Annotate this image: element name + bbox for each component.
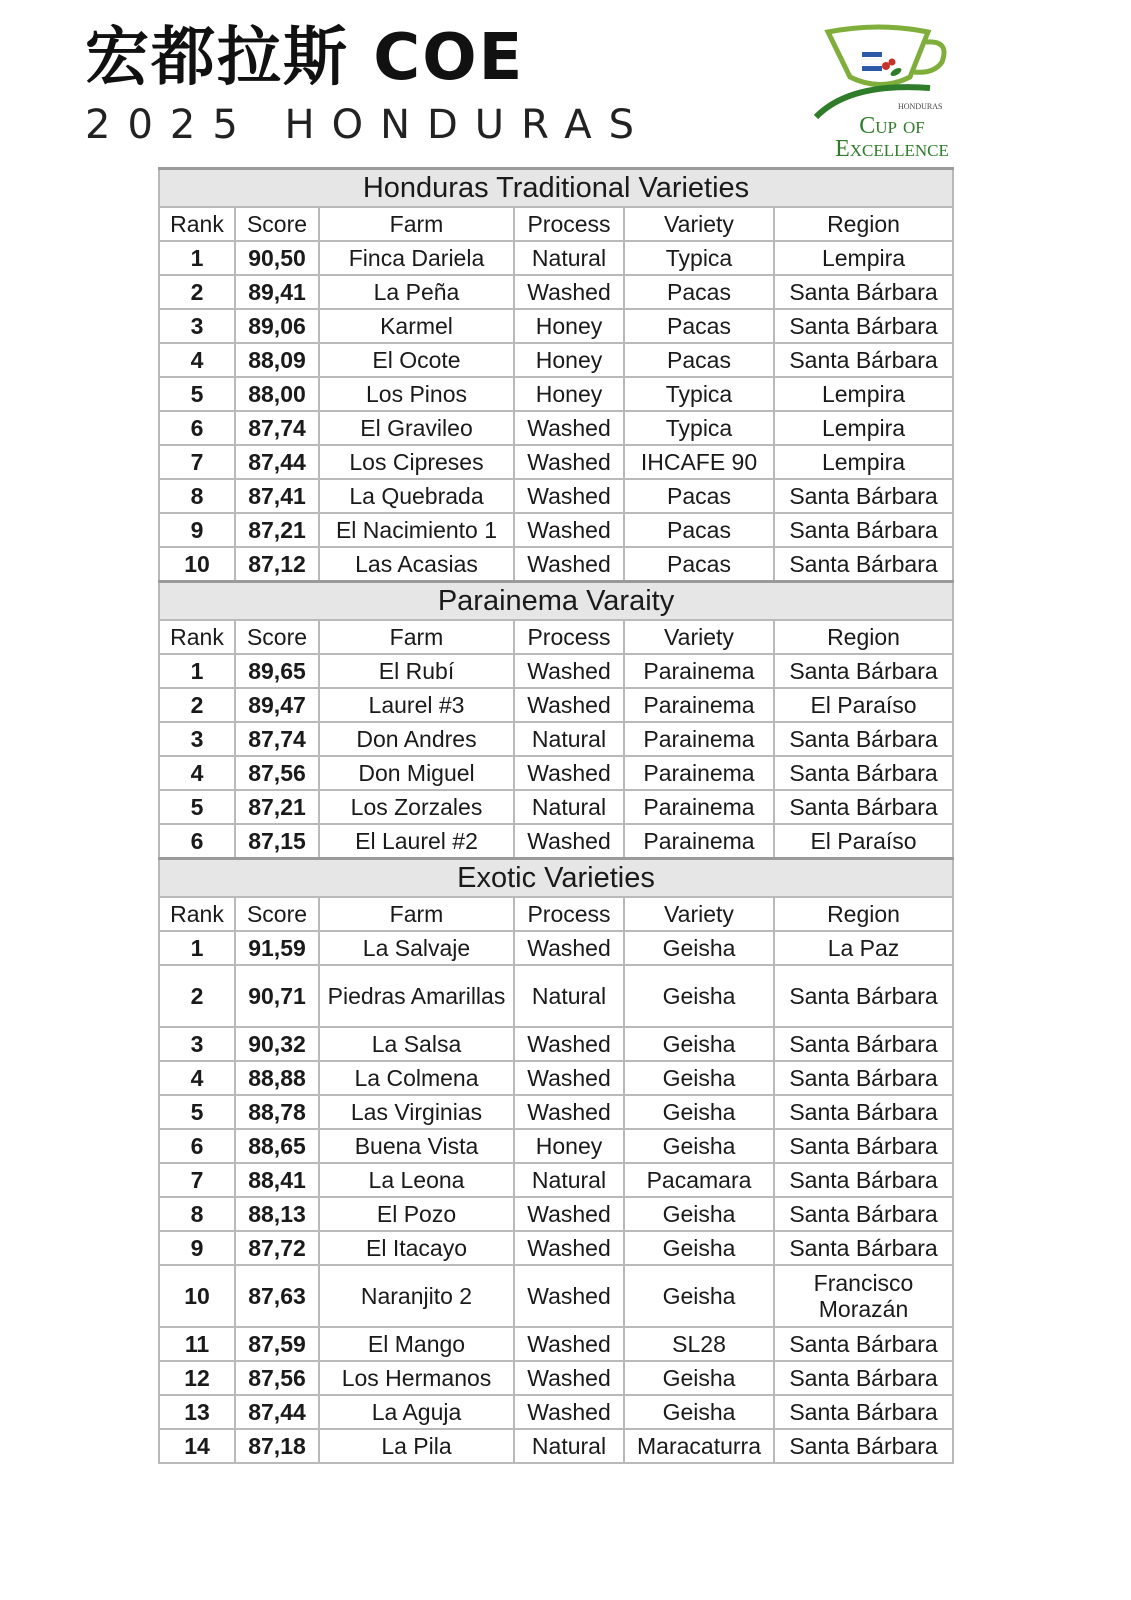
cell-score: 89,41 xyxy=(235,275,319,309)
cell-rank: 5 xyxy=(159,377,235,411)
cell-score: 87,59 xyxy=(235,1327,319,1361)
cell-rank: 4 xyxy=(159,1061,235,1095)
table-row xyxy=(159,1327,953,1361)
cell-farm: Don Miguel xyxy=(319,756,514,790)
cell-farm: Karmel xyxy=(319,309,514,343)
cell-rank: 9 xyxy=(159,1231,235,1265)
cell-farm: Laurel #3 xyxy=(319,688,514,722)
cell-process: Washed xyxy=(514,1361,624,1395)
cell-region: Santa Bárbara xyxy=(774,547,953,582)
cell-score: 88,88 xyxy=(235,1061,319,1095)
cell-rank: 6 xyxy=(159,824,235,859)
cell-rank: 4 xyxy=(159,343,235,377)
cell-variety: Pacas xyxy=(624,547,774,582)
cell-score: 89,65 xyxy=(235,654,319,688)
cell-process: Washed xyxy=(514,445,624,479)
cell-region: Santa Bárbara xyxy=(774,1061,953,1095)
cell-farm: Los Zorzales xyxy=(319,790,514,824)
cell-region: Lempira xyxy=(774,411,953,445)
table-row xyxy=(159,1027,953,1061)
cell-farm: Los Hermanos xyxy=(319,1361,514,1395)
cell-region: Santa Bárbara xyxy=(774,343,953,377)
cell-rank: 13 xyxy=(159,1395,235,1429)
cell-region: Santa Bárbara xyxy=(774,756,953,790)
cell-rank: 14 xyxy=(159,1429,235,1463)
cell-process: Washed xyxy=(514,1027,624,1061)
cell-score: 87,21 xyxy=(235,513,319,547)
cell-region: Santa Bárbara xyxy=(774,722,953,756)
cell-process: Washed xyxy=(514,1395,624,1429)
cell-rank: 9 xyxy=(159,513,235,547)
cell-score: 89,06 xyxy=(235,309,319,343)
table-row xyxy=(159,411,953,445)
cell-region: Santa Bárbara xyxy=(774,654,953,688)
cell-variety: Geisha xyxy=(624,1395,774,1429)
table-row xyxy=(159,965,953,1027)
column-header: Farm xyxy=(319,620,514,654)
cell-rank: 1 xyxy=(159,241,235,275)
cell-process: Washed xyxy=(514,1061,624,1095)
cell-process: Natural xyxy=(514,722,624,756)
cell-region: El Paraíso xyxy=(774,824,953,859)
cell-region: Santa Bárbara xyxy=(774,790,953,824)
cell-process: Natural xyxy=(514,1429,624,1463)
cell-variety: Pacas xyxy=(624,513,774,547)
cell-farm: El Laurel #2 xyxy=(319,824,514,859)
cell-variety: Parainema xyxy=(624,654,774,688)
table-row xyxy=(159,931,953,965)
column-header: Farm xyxy=(319,207,514,241)
cell-rank: 5 xyxy=(159,790,235,824)
column-header: Score xyxy=(235,897,319,931)
cell-farm: Finca Dariela xyxy=(319,241,514,275)
cell-region: Santa Bárbara xyxy=(774,1395,953,1429)
table-row xyxy=(159,1163,953,1197)
page-subtitle: 2025 HONDURAS xyxy=(85,102,651,148)
cell-region: Lempira xyxy=(774,377,953,411)
cell-region: Lempira xyxy=(774,241,953,275)
cell-farm: La Colmena xyxy=(319,1061,514,1095)
column-header-row xyxy=(159,620,953,654)
cell-farm: La Pila xyxy=(319,1429,514,1463)
cell-score: 89,47 xyxy=(235,688,319,722)
table-row xyxy=(159,343,953,377)
cell-score: 88,09 xyxy=(235,343,319,377)
cell-region: Francisco Morazán xyxy=(774,1265,953,1327)
cell-farm: El Ocote xyxy=(319,343,514,377)
table-row xyxy=(159,654,953,688)
cell-process: Honey xyxy=(514,343,624,377)
cell-variety: Typica xyxy=(624,377,774,411)
section-header xyxy=(159,169,953,208)
cup-of-excellence-logo xyxy=(790,22,990,172)
cell-region: El Paraíso xyxy=(774,688,953,722)
cell-rank: 5 xyxy=(159,1095,235,1129)
table-row xyxy=(159,309,953,343)
cell-process: Washed xyxy=(514,688,624,722)
cell-score: 87,18 xyxy=(235,1429,319,1463)
cell-process: Washed xyxy=(514,411,624,445)
cell-variety: Parainema xyxy=(624,688,774,722)
cell-score: 87,74 xyxy=(235,722,319,756)
cell-process: Natural xyxy=(514,241,624,275)
cell-rank: 8 xyxy=(159,479,235,513)
cell-process: Washed xyxy=(514,479,624,513)
cell-score: 88,78 xyxy=(235,1095,319,1129)
cell-region: Santa Bárbara xyxy=(774,1197,953,1231)
cell-farm: Don Andres xyxy=(319,722,514,756)
table-row xyxy=(159,1361,953,1395)
cell-rank: 3 xyxy=(159,1027,235,1061)
table-row xyxy=(159,722,953,756)
table-row xyxy=(159,1129,953,1163)
cell-region: Santa Bárbara xyxy=(774,1095,953,1129)
cell-variety: Pacas xyxy=(624,275,774,309)
logo-country: HONDURAS xyxy=(898,102,943,111)
cell-rank: 3 xyxy=(159,309,235,343)
column-header: Process xyxy=(514,207,624,241)
cell-region: Santa Bárbara xyxy=(774,275,953,309)
cell-variety: Pacamara xyxy=(624,1163,774,1197)
cell-process: Honey xyxy=(514,1129,624,1163)
logo-line1: Cup of xyxy=(859,113,925,139)
cell-variety: Geisha xyxy=(624,1231,774,1265)
cell-farm: Los Pinos xyxy=(319,377,514,411)
section-title: Honduras Traditional Varieties xyxy=(159,169,953,208)
cell-variety: Parainema xyxy=(624,722,774,756)
column-header: Score xyxy=(235,207,319,241)
cell-rank: 2 xyxy=(159,275,235,309)
cell-variety: Geisha xyxy=(624,1061,774,1095)
column-header: Rank xyxy=(159,897,235,931)
table-row xyxy=(159,688,953,722)
cell-score: 90,50 xyxy=(235,241,319,275)
cell-score: 87,56 xyxy=(235,1361,319,1395)
cell-variety: Typica xyxy=(624,411,774,445)
cell-farm: El Rubí xyxy=(319,654,514,688)
cell-region: Santa Bárbara xyxy=(774,1361,953,1395)
cell-farm: Las Acasias xyxy=(319,547,514,582)
cell-process: Natural xyxy=(514,1163,624,1197)
table-row xyxy=(159,790,953,824)
column-header: Variety xyxy=(624,897,774,931)
column-header-row xyxy=(159,897,953,931)
section-header xyxy=(159,859,953,898)
cell-process: Natural xyxy=(514,790,624,824)
cell-score: 87,15 xyxy=(235,824,319,859)
table-row xyxy=(159,547,953,582)
section-header xyxy=(159,582,953,621)
cell-variety: Geisha xyxy=(624,931,774,965)
cell-variety: Parainema xyxy=(624,756,774,790)
table-row xyxy=(159,513,953,547)
cell-variety: Geisha xyxy=(624,1095,774,1129)
table-row xyxy=(159,756,953,790)
cell-farm: La Leona xyxy=(319,1163,514,1197)
cell-process: Washed xyxy=(514,547,624,582)
cell-rank: 1 xyxy=(159,654,235,688)
cell-rank: 7 xyxy=(159,1163,235,1197)
cell-region: Santa Bárbara xyxy=(774,1163,953,1197)
table-row xyxy=(159,275,953,309)
column-header-row xyxy=(159,207,953,241)
column-header: Process xyxy=(514,897,624,931)
column-header: Region xyxy=(774,207,953,241)
cell-rank: 6 xyxy=(159,411,235,445)
cell-process: Washed xyxy=(514,1095,624,1129)
cell-variety: Pacas xyxy=(624,309,774,343)
cell-farm: El Mango xyxy=(319,1327,514,1361)
column-header: Variety xyxy=(624,620,774,654)
table-row xyxy=(159,1197,953,1231)
cell-variety: IHCAFE 90 xyxy=(624,445,774,479)
table-row xyxy=(159,445,953,479)
cell-variety: Pacas xyxy=(624,479,774,513)
cell-farm: Naranjito 2 xyxy=(319,1265,514,1327)
table-row xyxy=(159,1395,953,1429)
table-row xyxy=(159,1095,953,1129)
cell-score: 90,71 xyxy=(235,965,319,1027)
cell-score: 87,21 xyxy=(235,790,319,824)
cell-score: 87,44 xyxy=(235,1395,319,1429)
cell-rank: 6 xyxy=(159,1129,235,1163)
section-title: Exotic Varieties xyxy=(159,859,953,898)
table-row xyxy=(159,1429,953,1463)
cell-process: Washed xyxy=(514,1265,624,1327)
table-row xyxy=(159,1265,953,1327)
page-title: 宏都拉斯 COE xyxy=(85,21,525,95)
cell-score: 88,41 xyxy=(235,1163,319,1197)
cell-region: La Paz xyxy=(774,931,953,965)
cell-farm: Las Virginias xyxy=(319,1095,514,1129)
table-row xyxy=(159,1231,953,1265)
cell-variety: Geisha xyxy=(624,1197,774,1231)
cell-process: Natural xyxy=(514,965,624,1027)
cell-region: Lempira xyxy=(774,445,953,479)
cell-farm: El Nacimiento 1 xyxy=(319,513,514,547)
cell-score: 90,32 xyxy=(235,1027,319,1061)
cell-process: Washed xyxy=(514,275,624,309)
cell-process: Washed xyxy=(514,654,624,688)
table-row xyxy=(159,479,953,513)
cell-score: 87,72 xyxy=(235,1231,319,1265)
cell-rank: 2 xyxy=(159,965,235,1027)
cell-variety: Parainema xyxy=(624,824,774,859)
cell-score: 87,12 xyxy=(235,547,319,582)
column-header: Rank xyxy=(159,207,235,241)
cell-rank: 1 xyxy=(159,931,235,965)
cell-region: Santa Bárbara xyxy=(774,1327,953,1361)
cell-process: Washed xyxy=(514,824,624,859)
cell-process: Washed xyxy=(514,1327,624,1361)
cell-variety: Geisha xyxy=(624,1361,774,1395)
cell-score: 88,00 xyxy=(235,377,319,411)
cell-farm: La Peña xyxy=(319,275,514,309)
cell-region: Santa Bárbara xyxy=(774,1231,953,1265)
cell-region: Santa Bárbara xyxy=(774,1129,953,1163)
cell-region: Santa Bárbara xyxy=(774,479,953,513)
cell-farm: Buena Vista xyxy=(319,1129,514,1163)
cell-rank: 7 xyxy=(159,445,235,479)
cell-variety: Geisha xyxy=(624,1027,774,1061)
cell-score: 87,63 xyxy=(235,1265,319,1327)
cell-score: 87,56 xyxy=(235,756,319,790)
cell-farm: La Salvaje xyxy=(319,931,514,965)
cell-rank: 8 xyxy=(159,1197,235,1231)
cell-variety: Pacas xyxy=(624,343,774,377)
table-row xyxy=(159,241,953,275)
cell-process: Honey xyxy=(514,377,624,411)
cell-farm: La Quebrada xyxy=(319,479,514,513)
cell-region: Santa Bárbara xyxy=(774,1429,953,1463)
cell-region: Santa Bárbara xyxy=(774,965,953,1027)
cell-farm: El Gravileo xyxy=(319,411,514,445)
cell-farm: El Pozo xyxy=(319,1197,514,1231)
cell-region: Santa Bárbara xyxy=(774,309,953,343)
cell-variety: Parainema xyxy=(624,790,774,824)
cell-process: Washed xyxy=(514,1197,624,1231)
cell-rank: 10 xyxy=(159,1265,235,1327)
cell-process: Washed xyxy=(514,756,624,790)
cell-rank: 4 xyxy=(159,756,235,790)
cell-farm: Los Cipreses xyxy=(319,445,514,479)
cell-farm: La Salsa xyxy=(319,1027,514,1061)
column-header: Score xyxy=(235,620,319,654)
cell-farm: Piedras Amarillas xyxy=(319,965,514,1027)
cell-rank: 3 xyxy=(159,722,235,756)
column-header: Region xyxy=(774,620,953,654)
cell-variety: Typica xyxy=(624,241,774,275)
cell-process: Honey xyxy=(514,309,624,343)
logo-line2: Excellence xyxy=(835,136,949,162)
column-header: Region xyxy=(774,897,953,931)
cell-region: Santa Bárbara xyxy=(774,513,953,547)
column-header: Rank xyxy=(159,620,235,654)
cell-score: 87,41 xyxy=(235,479,319,513)
table-row xyxy=(159,1061,953,1095)
cell-rank: 2 xyxy=(159,688,235,722)
cell-score: 88,13 xyxy=(235,1197,319,1231)
column-header: Process xyxy=(514,620,624,654)
section-title: Parainema Varaity xyxy=(159,582,953,621)
cell-variety: SL28 xyxy=(624,1327,774,1361)
cell-rank: 10 xyxy=(159,547,235,582)
cell-process: Washed xyxy=(514,931,624,965)
table-row xyxy=(159,824,953,859)
cell-farm: El Itacayo xyxy=(319,1231,514,1265)
cell-score: 88,65 xyxy=(235,1129,319,1163)
cell-rank: 12 xyxy=(159,1361,235,1395)
cell-variety: Geisha xyxy=(624,1265,774,1327)
cell-process: Washed xyxy=(514,1231,624,1265)
cell-score: 87,74 xyxy=(235,411,319,445)
cell-rank: 11 xyxy=(159,1327,235,1361)
table-row xyxy=(159,377,953,411)
cup-icon xyxy=(810,22,970,122)
cell-process: Washed xyxy=(514,513,624,547)
cell-score: 91,59 xyxy=(235,931,319,965)
cell-variety: Maracaturra xyxy=(624,1429,774,1463)
results-table xyxy=(158,167,954,1464)
cell-variety: Geisha xyxy=(624,965,774,1027)
cell-variety: Geisha xyxy=(624,1129,774,1163)
cell-farm: La Aguja xyxy=(319,1395,514,1429)
cell-region: Santa Bárbara xyxy=(774,1027,953,1061)
column-header: Farm xyxy=(319,897,514,931)
column-header: Variety xyxy=(624,207,774,241)
cell-score: 87,44 xyxy=(235,445,319,479)
